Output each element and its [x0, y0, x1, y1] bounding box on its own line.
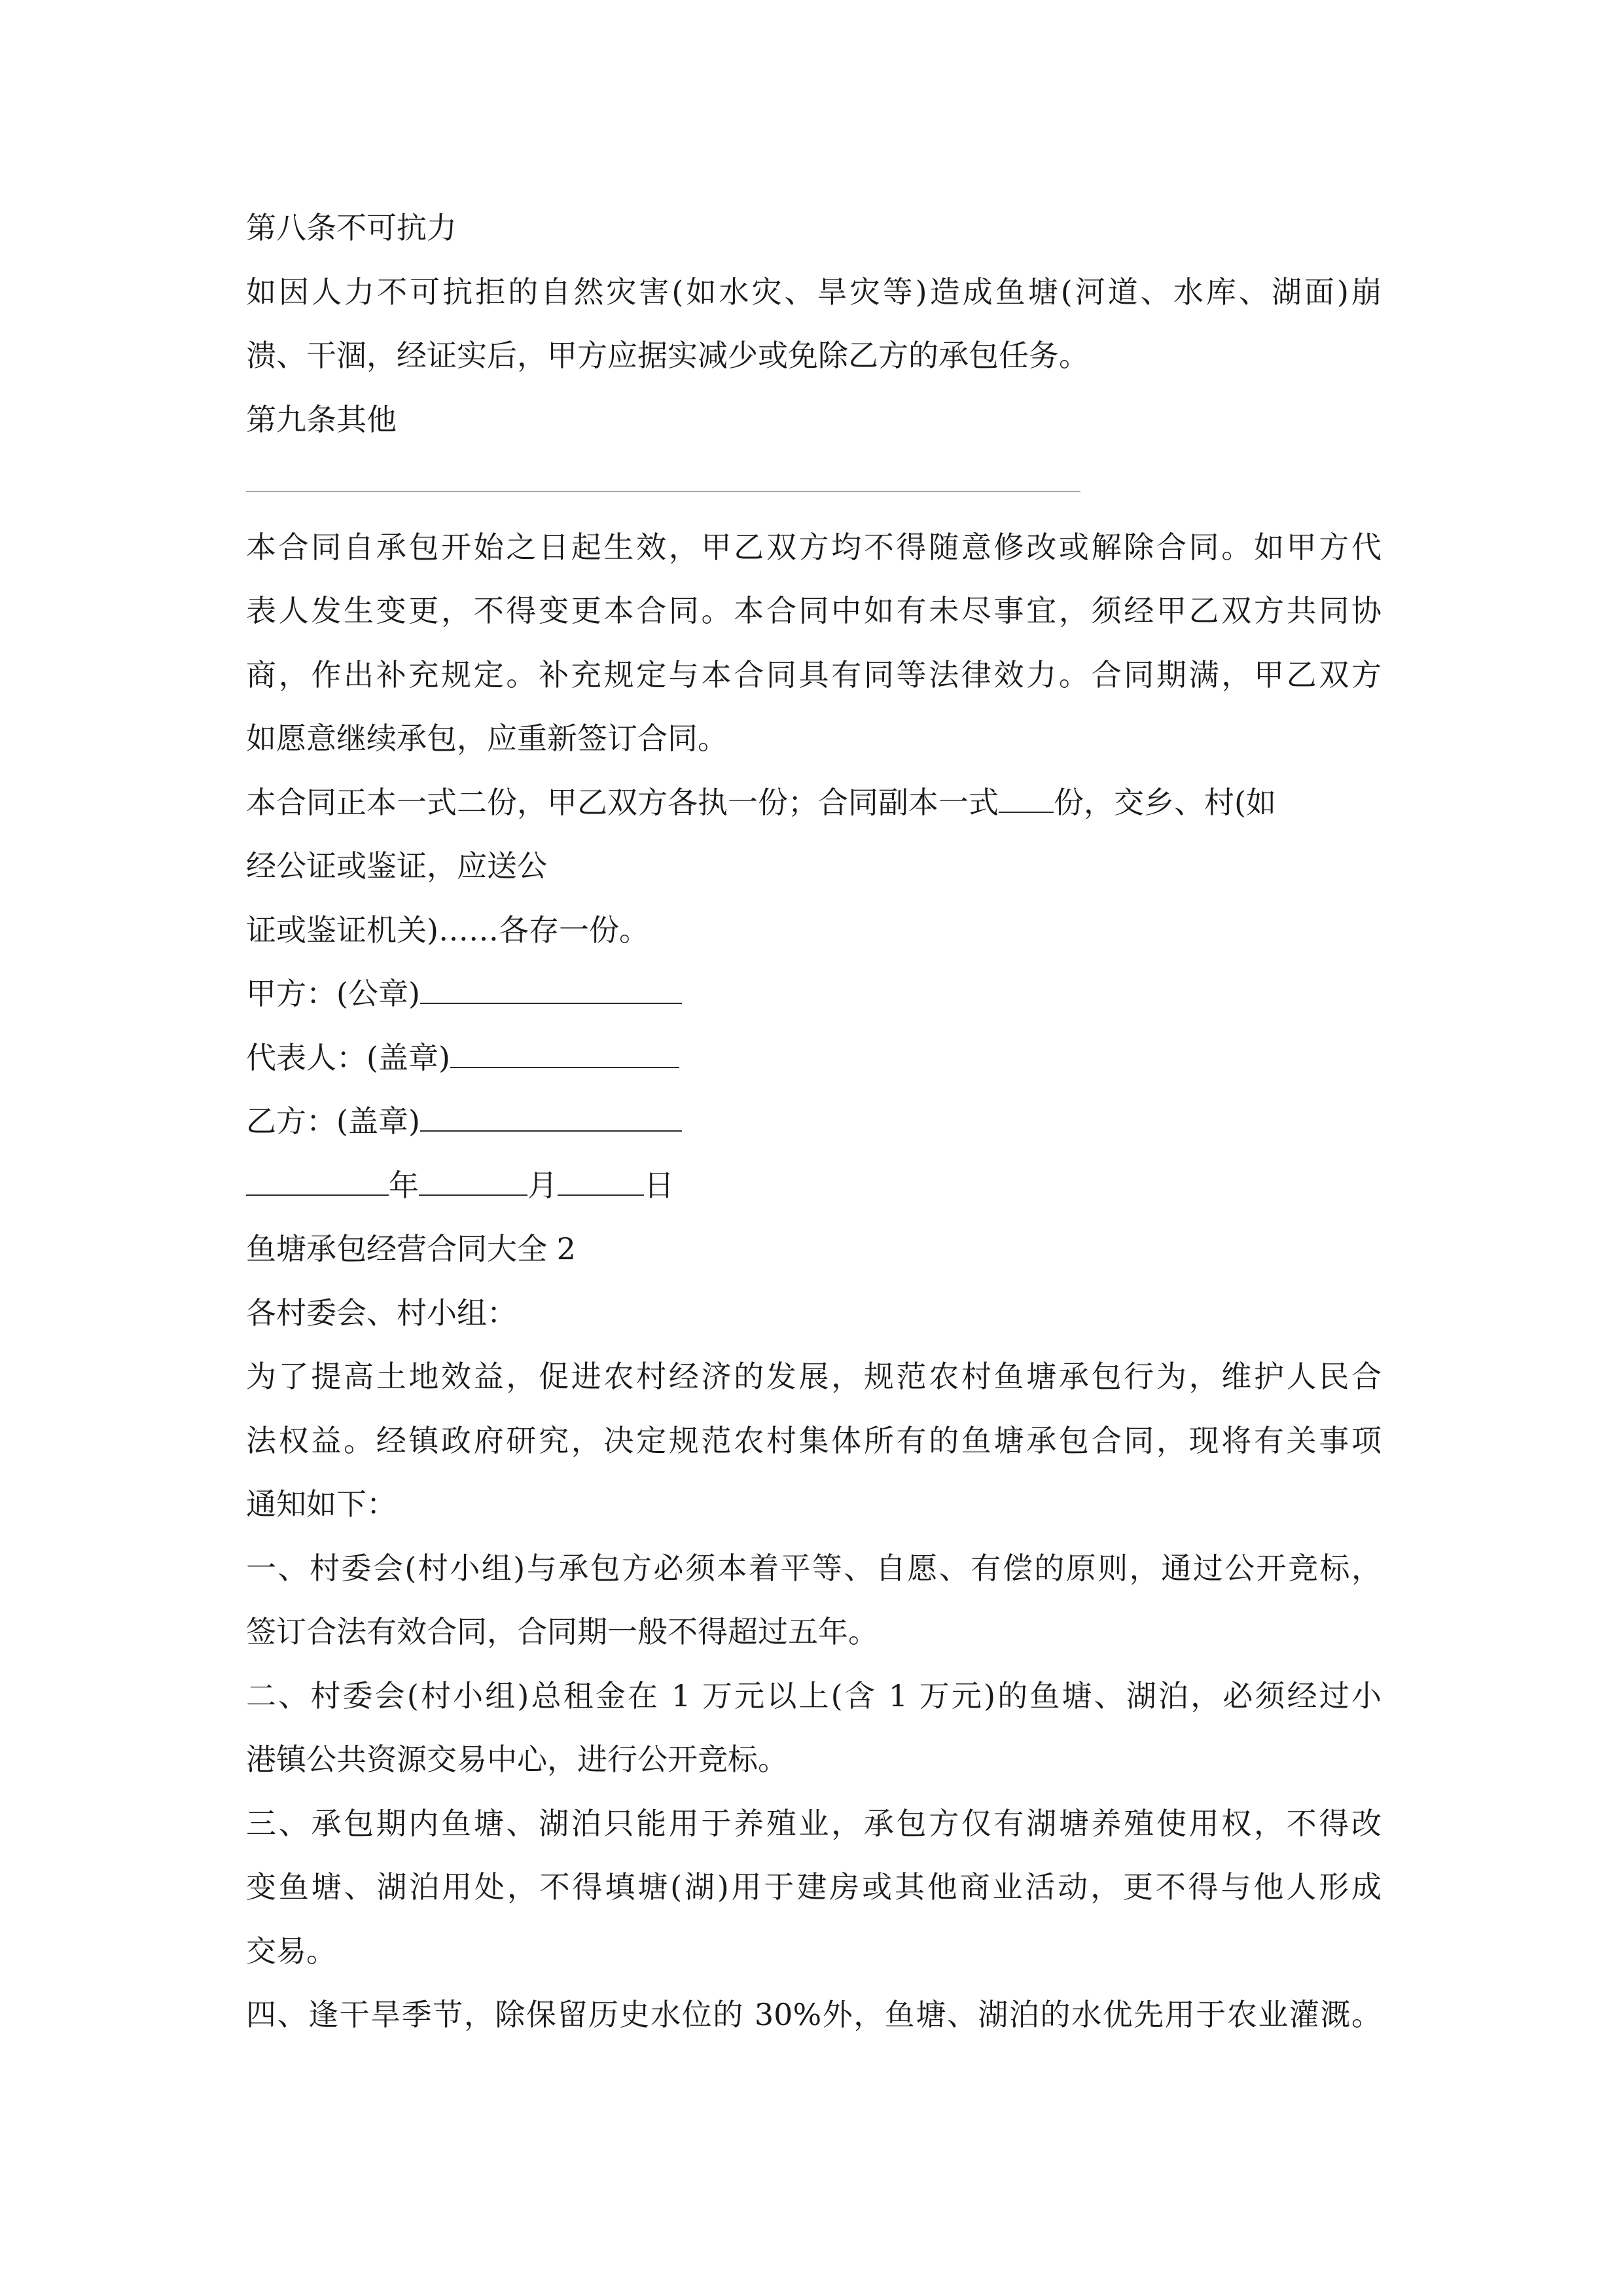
item-3-line-3: 交易。 [246, 1933, 336, 1969]
day-label: 日 [644, 1167, 674, 1203]
item-1-line-2: 签订合法有效合同，合同期一般不得超过五年。 [246, 1614, 878, 1649]
article-9-line-1: 本合同自承包开始之日起生效，甲乙双方均不得随意修改或解除合同。如甲方代 [246, 529, 1382, 565]
item-3-line-2: 变鱼塘、湖泊用处，不得填塘(湖)用于建房或其他商业活动，更不得与他人形成 [246, 1869, 1382, 1905]
article-9-line-2: 表人发生变更，不得变更本合同。本合同中如有未尽事宜，须经甲乙双方共同协 [246, 593, 1382, 628]
article-8-line-1: 如因人力不可抗拒的自然灾害(如水灾、旱灾等)造成鱼塘(河道、水库、湖面)崩 [246, 274, 1382, 310]
year-blank [246, 1160, 389, 1196]
intro-line-1: 为了提高土地效益，促进农村经济的发展，规范农村鱼塘承包行为，维护人民合 [246, 1359, 1382, 1394]
item-3-line-1: 三、承包期内鱼塘、湖泊只能用于养殖业，承包方仅有湖塘养殖使用权，不得改 [246, 1805, 1382, 1841]
article-9-title: 第九条其他 [246, 401, 397, 437]
copies-prefix: 本合同正本一式二份，甲乙双方各执一份；合同副本一式 [246, 784, 999, 820]
article-9-line-4: 如愿意继续承包，应重新签订合同。 [246, 721, 728, 756]
representative-signature [246, 1026, 1382, 1090]
party-b-signature [246, 1090, 1382, 1154]
party-a-blank [420, 969, 682, 1004]
month-blank [419, 1160, 527, 1196]
item-4-line-1: 四、逢干旱季节，除保留历史水位的 30%外，鱼塘、湖泊的水优先用于农业灌溉。 [246, 1997, 1382, 2032]
horizontal-rule [246, 491, 1080, 492]
representative-blank [450, 1033, 679, 1068]
party-a-signature [246, 962, 1382, 1026]
day-blank [558, 1160, 644, 1196]
copies-blank [999, 778, 1054, 813]
date-line [246, 1154, 1382, 1218]
party-a-label: 甲方：(公章) [246, 976, 420, 1011]
document-body [246, 196, 1382, 2047]
copies-line-3: 证或鉴证机关)……各存一份。 [246, 912, 649, 948]
item-2-line-2: 港镇公共资源交易中心，进行公开竞标。 [246, 1742, 788, 1777]
item-2-line-1: 二、村委会(村小组)总租金在 1 万元以上(含 1 万元)的鱼塘、湖泊，必须经过小 [246, 1677, 1382, 1713]
party-b-blank [420, 1096, 682, 1132]
intro-line-2: 法权益。经镇政府研究，决定规范农村集体所有的鱼塘承包合同，现将有关事项 [246, 1422, 1382, 1458]
divider-line [246, 452, 1382, 516]
copies-suffix: 份，交乡、村(如 [1054, 784, 1276, 820]
article-8-title: 第八条不可抗力 [246, 210, 457, 245]
item-1-line-1: 一、村委会(村小组)与承包方必须本着平等、自愿、有偿的原则，通过公开竞标， [246, 1550, 1382, 1586]
article-8-line-2: 溃、干涸，经证实后，甲方应据实减少或免除乙方的承包任务。 [246, 338, 1089, 373]
month-label: 月 [527, 1167, 558, 1203]
representative-label: 代表人：(盖章) [246, 1039, 450, 1075]
article-9-line-3: 商，作出补充规定。补充规定与本合同具有同等法律效力。合同期满，甲乙双方 [246, 656, 1382, 692]
copies-line-2: 经公证或鉴证，应送公 [246, 848, 547, 884]
section-2-addressee: 各村委会、村小组： [246, 1295, 517, 1331]
party-b-label: 乙方：(盖章) [246, 1103, 420, 1139]
section-2-title: 鱼塘承包经营合同大全 2 [246, 1231, 576, 1266]
intro-line-3: 通知如下： [246, 1486, 397, 1522]
copies-line [246, 771, 1382, 835]
year-label: 年 [389, 1167, 419, 1203]
